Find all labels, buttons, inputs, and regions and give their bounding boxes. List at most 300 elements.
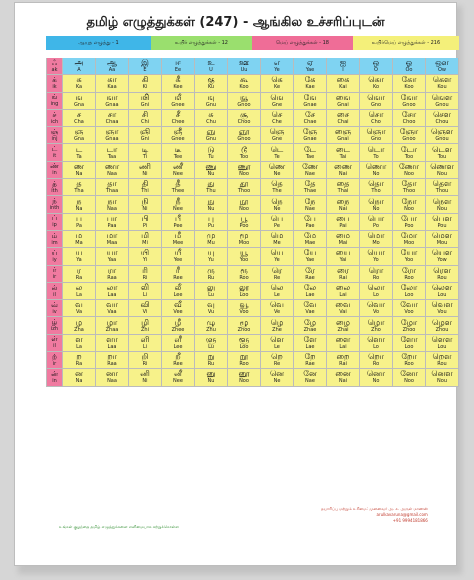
pronunciation: Va bbox=[75, 309, 83, 316]
tamil-letter: ழே bbox=[303, 317, 317, 327]
tamil-letter: ஓ bbox=[405, 58, 413, 68]
pronunciation: Thae bbox=[303, 188, 317, 195]
header-cell bbox=[360, 58, 393, 75]
pronunciation: Roo bbox=[239, 361, 249, 368]
pronunciation: Chee bbox=[171, 119, 185, 126]
tamil-letter: ஙி bbox=[140, 92, 150, 102]
tamil-letter: வௌ bbox=[431, 300, 453, 310]
pronunciation: Laa bbox=[107, 292, 117, 298]
letter-cell bbox=[360, 127, 393, 144]
pronunciation: Zhoo bbox=[237, 326, 251, 333]
letter-cell bbox=[96, 93, 129, 110]
pronunciation: Na bbox=[75, 170, 83, 177]
pronunciation: Ro bbox=[372, 274, 380, 281]
tamil-letter: ஙை bbox=[335, 92, 351, 102]
pronunciation: Lo bbox=[373, 292, 379, 298]
tamil-letter: ஞோ bbox=[399, 127, 419, 137]
header-cell bbox=[228, 58, 261, 75]
pronunciation: Zho bbox=[371, 326, 381, 333]
tamil-letter: னூ bbox=[238, 369, 250, 379]
letter-cell bbox=[393, 196, 426, 213]
pronunciation: Nee bbox=[173, 170, 183, 177]
tamil-letter: லீ bbox=[174, 283, 182, 292]
letter-cell bbox=[360, 196, 393, 213]
tamil-letter: மௌ bbox=[432, 231, 452, 241]
tamil-letter: பே bbox=[304, 213, 316, 223]
letter-cell bbox=[228, 335, 261, 352]
letter-cell bbox=[228, 231, 261, 248]
letter-cell bbox=[162, 283, 195, 300]
tamil-letter: டீ bbox=[174, 144, 182, 154]
letter-cell bbox=[393, 75, 426, 92]
pronunciation: Loo bbox=[404, 292, 414, 298]
pronunciation: Li bbox=[142, 343, 148, 350]
letter-cell bbox=[360, 335, 393, 352]
tamil-letter: லா bbox=[106, 283, 118, 292]
page-title: தமிழ் எழுத்துக்கள் (247) - ஆங்கில உச்சரிப்புடன் bbox=[86, 15, 385, 30]
pronunciation: Noo bbox=[239, 205, 249, 212]
pronunciation: Gnae bbox=[303, 101, 317, 108]
tamil-letter: றே bbox=[304, 352, 316, 362]
letter-cell bbox=[195, 179, 228, 196]
tamil-letter: டி bbox=[141, 144, 149, 154]
letter-cell bbox=[360, 231, 393, 248]
pronunciation: Thai bbox=[337, 188, 349, 195]
tamil-letter: ண் bbox=[50, 162, 59, 171]
letter-cell bbox=[261, 144, 294, 161]
letter-cell bbox=[63, 75, 96, 92]
letter-cell bbox=[294, 75, 327, 92]
letter-cell bbox=[46, 231, 63, 248]
tamil-letter: வீ bbox=[174, 300, 182, 310]
letter-cell bbox=[46, 162, 63, 179]
tamil-letter: ணா bbox=[104, 161, 120, 171]
pronunciation: Ma bbox=[75, 240, 83, 247]
letter-cell bbox=[393, 93, 426, 110]
letter-cell bbox=[96, 248, 129, 265]
letter-cell bbox=[63, 369, 96, 386]
letter-cell bbox=[129, 144, 162, 161]
tamil-letter: டா bbox=[106, 144, 118, 154]
letter-cell bbox=[96, 110, 129, 127]
letter-cell bbox=[162, 127, 195, 144]
tamil-letter: யி bbox=[140, 248, 150, 258]
pronunciation: Vo bbox=[372, 309, 380, 316]
pronunciation: Vee bbox=[173, 309, 183, 316]
tamil-letter: டோ bbox=[400, 144, 418, 154]
letter-cell bbox=[327, 266, 360, 283]
tamil-letter: ணே bbox=[302, 161, 318, 171]
pronunciation: Cha bbox=[74, 119, 84, 126]
letter-cell bbox=[426, 300, 459, 317]
tamil-letter: ணௌ bbox=[430, 161, 454, 171]
pronunciation: Kai bbox=[339, 84, 347, 91]
pronunciation: Re bbox=[273, 274, 281, 281]
pronunciation: Gna bbox=[73, 101, 85, 108]
letter-cell bbox=[129, 369, 162, 386]
pronunciation: Ne bbox=[273, 170, 281, 177]
letter-cell bbox=[195, 75, 228, 92]
tamil-letter: வி bbox=[140, 300, 150, 310]
tamil-letter: றி bbox=[141, 352, 149, 362]
tamil-letter: டை bbox=[336, 144, 350, 154]
consonant-row bbox=[46, 283, 459, 300]
pronunciation: Kou bbox=[437, 84, 447, 91]
tamil-letter: றூ bbox=[239, 352, 249, 362]
tamil-letter: யீ bbox=[174, 248, 182, 258]
letter-cell bbox=[294, 231, 327, 248]
pronunciation: in bbox=[52, 170, 57, 177]
tamil-letter: னெ bbox=[270, 369, 284, 379]
letter-cell bbox=[327, 196, 360, 213]
tamil-letter: ச் bbox=[52, 110, 57, 119]
tamil-letter: மோ bbox=[400, 231, 418, 241]
pronunciation: Maa bbox=[106, 240, 118, 247]
letter-cell bbox=[63, 317, 96, 334]
letter-cell bbox=[360, 162, 393, 179]
letter-cell bbox=[129, 127, 162, 144]
letter-cell bbox=[327, 93, 360, 110]
letter-cell bbox=[46, 196, 63, 213]
letter-cell bbox=[228, 300, 261, 317]
pronunciation: Ve bbox=[273, 309, 281, 316]
pronunciation: Kee bbox=[173, 84, 183, 91]
consonant-row bbox=[46, 300, 459, 317]
letter-cell bbox=[162, 266, 195, 283]
tamil-letter: ஙோ bbox=[400, 92, 418, 102]
tamil-letter: ஊ bbox=[238, 58, 250, 68]
letter-cell bbox=[294, 317, 327, 334]
letter-cell bbox=[63, 335, 96, 352]
pronunciation: Rai bbox=[339, 361, 347, 368]
letter-cell bbox=[96, 179, 129, 196]
letter-cell bbox=[426, 369, 459, 386]
pronunciation: Na bbox=[75, 205, 83, 212]
pronunciation: Ra bbox=[75, 361, 83, 368]
letter-cell bbox=[162, 214, 195, 231]
pronunciation: Yaa bbox=[107, 257, 117, 264]
pronunciation: Mi bbox=[142, 240, 148, 247]
pronunciation: Gnoo bbox=[237, 101, 251, 108]
letter-cell bbox=[129, 300, 162, 317]
tamil-letter: சு bbox=[208, 110, 214, 120]
letter-cell bbox=[96, 352, 129, 369]
pronunciation: Kaa bbox=[107, 84, 117, 91]
tamil-letter: வெ bbox=[270, 300, 284, 310]
letter-cell bbox=[129, 214, 162, 231]
pronunciation: Roo bbox=[404, 361, 414, 368]
pronunciation: Ti bbox=[142, 153, 148, 160]
tamil-letter: ங bbox=[75, 92, 83, 102]
pronunciation: Li bbox=[142, 292, 148, 298]
footer-phone: +91 9994181866 bbox=[392, 518, 428, 523]
pronunciation: Yoo bbox=[404, 257, 414, 264]
pronunciation: Tae bbox=[305, 153, 315, 160]
letter-cell bbox=[228, 352, 261, 369]
letter-cell bbox=[195, 317, 228, 334]
letter-cell bbox=[96, 369, 129, 386]
letter-cell bbox=[228, 196, 261, 213]
tamil-letter: ஞ் bbox=[50, 127, 59, 136]
tamil-letter: னௌ bbox=[431, 369, 453, 379]
tamil-letter: சோ bbox=[401, 110, 417, 120]
pronunciation: Rou bbox=[437, 274, 447, 281]
tamil-letter: தொ bbox=[368, 179, 384, 189]
letter-cell bbox=[393, 369, 426, 386]
letter-cell bbox=[360, 144, 393, 161]
tamil-letter: ரை bbox=[337, 265, 349, 275]
pronunciation: I bbox=[342, 67, 344, 74]
pronunciation: Pae bbox=[305, 222, 315, 229]
tamil-letter: ஙொ bbox=[367, 92, 385, 102]
pronunciation: Zhoo bbox=[402, 326, 416, 333]
tamil-letter: வா bbox=[106, 300, 118, 310]
tamil-letter: யெ bbox=[270, 248, 284, 258]
pronunciation: Yae bbox=[305, 257, 315, 264]
tamil-letter: ள் bbox=[51, 335, 58, 344]
tamil-letter: கௌ bbox=[432, 75, 452, 85]
tamil-letter: நோ bbox=[401, 196, 417, 206]
pronunciation: Nou bbox=[437, 378, 447, 385]
pronunciation: Re bbox=[273, 361, 281, 368]
letter-cell bbox=[294, 352, 327, 369]
tamil-letter: ஞொ bbox=[366, 127, 386, 137]
pronunciation: Noo bbox=[404, 205, 414, 212]
letter-cell bbox=[294, 110, 327, 127]
tamil-letter: ங் bbox=[51, 93, 58, 102]
pronunciation: Thoo bbox=[402, 188, 416, 195]
pronunciation: Vu bbox=[207, 309, 215, 316]
letter-cell bbox=[129, 75, 162, 92]
pronunciation: Zhaa bbox=[105, 326, 119, 333]
tamil-letter: ளெ bbox=[270, 334, 284, 344]
pronunciation: Gnu bbox=[205, 136, 217, 143]
pronunciation: Ko bbox=[372, 84, 380, 91]
letter-cell bbox=[360, 110, 393, 127]
tamil-letter: நா bbox=[107, 196, 117, 206]
consonant-row bbox=[46, 369, 459, 386]
pronunciation: Tha bbox=[74, 188, 84, 195]
tamil-letter: னே bbox=[303, 369, 317, 379]
pronunciation: Lee bbox=[173, 292, 183, 298]
pronunciation: Moo bbox=[238, 240, 250, 247]
tamil-letter: ளை bbox=[335, 334, 351, 344]
letter-cell bbox=[393, 162, 426, 179]
pronunciation: Yu bbox=[208, 257, 214, 264]
letter-cell bbox=[162, 300, 195, 317]
header-cell bbox=[63, 58, 96, 75]
letter-cell bbox=[129, 248, 162, 265]
tamil-letter: ழ bbox=[75, 317, 83, 327]
tamil-letter: ழோ bbox=[400, 317, 418, 327]
tamil-letter: நே bbox=[304, 196, 316, 206]
letter-cell bbox=[261, 300, 294, 317]
letter-cell bbox=[96, 162, 129, 179]
tamil-letter: ரீ bbox=[175, 265, 181, 275]
letter-cell bbox=[162, 196, 195, 213]
pronunciation: Ni bbox=[142, 205, 148, 212]
letter-cell bbox=[393, 266, 426, 283]
letter-cell bbox=[327, 179, 360, 196]
letter-cell bbox=[393, 300, 426, 317]
tamil-letter: ஞை bbox=[334, 127, 352, 137]
pronunciation: Ree bbox=[173, 274, 183, 281]
letter-cell bbox=[162, 231, 195, 248]
letter-cell bbox=[162, 369, 195, 386]
pronunciation: inth bbox=[49, 205, 60, 212]
letter-cell bbox=[393, 144, 426, 161]
tamil-letter: ஐ bbox=[339, 58, 347, 68]
letter-cell bbox=[393, 335, 426, 352]
pronunciation: O bbox=[374, 67, 378, 74]
pronunciation: Vae bbox=[305, 309, 315, 316]
letter-cell bbox=[63, 266, 96, 283]
letter-cell bbox=[228, 317, 261, 334]
pronunciation: Nae bbox=[305, 378, 315, 385]
legend-uyirmei: உயிர்மெய் எழுத்துக்கள் - 216 bbox=[353, 36, 459, 50]
letter-cell bbox=[228, 162, 261, 179]
pronunciation: Noo bbox=[404, 378, 414, 385]
letter-cell bbox=[426, 144, 459, 161]
pronunciation: iv bbox=[52, 308, 57, 315]
tamil-letter: றை bbox=[336, 352, 350, 362]
tamil-letter: சே bbox=[304, 110, 316, 120]
letter-cell bbox=[96, 283, 129, 300]
letter-cell bbox=[129, 196, 162, 213]
tamil-letter: ணோ bbox=[398, 161, 420, 171]
letter-cell bbox=[46, 352, 63, 369]
pronunciation: Lou bbox=[437, 343, 447, 350]
tamil-letter: ற் bbox=[52, 352, 57, 361]
header-cell bbox=[393, 58, 426, 75]
tamil-letter: தூ bbox=[239, 179, 249, 189]
tamil-letter: லே bbox=[303, 283, 317, 292]
consonant-row bbox=[46, 110, 459, 127]
pronunciation: Ree bbox=[173, 361, 183, 368]
pronunciation: Laa bbox=[107, 343, 117, 350]
tamil-letter: ஞு bbox=[206, 127, 216, 137]
pronunciation: Choo bbox=[237, 119, 251, 126]
letter-cell bbox=[63, 93, 96, 110]
letter-cell bbox=[393, 283, 426, 300]
tamil-letter: ச bbox=[76, 110, 82, 120]
letter-cell bbox=[96, 127, 129, 144]
pronunciation: Gnou bbox=[435, 136, 449, 143]
pronunciation: Voo bbox=[404, 309, 414, 316]
letter-cell bbox=[426, 179, 459, 196]
tamil-letter: ரா bbox=[107, 265, 117, 275]
letter-cell bbox=[426, 231, 459, 248]
letter-cell bbox=[162, 144, 195, 161]
tamil-letter: ஙௌ bbox=[431, 92, 453, 102]
tamil-letter: கி bbox=[141, 75, 149, 85]
tamil-letter: ல் bbox=[51, 283, 58, 292]
letter-cell bbox=[294, 266, 327, 283]
tamil-letter: பூ bbox=[240, 213, 248, 223]
letter-cell bbox=[195, 300, 228, 317]
pronunciation: Rae bbox=[305, 361, 315, 368]
footer-note: உங்கள் குழந்தை தமிழ் எழுத்துக்களை எளிமையாக கற்றுக்கொள்ள bbox=[59, 524, 179, 529]
tamil-letter: ளி bbox=[140, 334, 150, 344]
tamil-letter: ஒ bbox=[372, 58, 380, 68]
tamil-letter: ல bbox=[75, 283, 83, 292]
letter-cell bbox=[327, 248, 360, 265]
pronunciation: ir bbox=[52, 274, 57, 281]
tamil-letter: தீ bbox=[175, 179, 181, 189]
tamil-letter: னொ bbox=[366, 369, 386, 379]
tamil-letter: வு bbox=[207, 300, 215, 310]
header-cell bbox=[195, 58, 228, 75]
tamil-letter: ழொ bbox=[367, 317, 385, 327]
tamil-letter: நூ bbox=[239, 196, 249, 206]
tamil-letter: கா bbox=[107, 75, 117, 85]
tamil-letter: நொ bbox=[368, 196, 384, 206]
pronunciation: Chai bbox=[337, 119, 349, 126]
pronunciation: Lae bbox=[305, 343, 315, 350]
letter-cell bbox=[63, 300, 96, 317]
letter-cell bbox=[129, 283, 162, 300]
pronunciation: Nae bbox=[305, 170, 315, 177]
letter-cell bbox=[294, 369, 327, 386]
tamil-letter: லை bbox=[335, 283, 351, 292]
pronunciation: Nou bbox=[437, 170, 447, 177]
pronunciation: Gnoo bbox=[237, 136, 251, 143]
letter-cell bbox=[63, 127, 96, 144]
pronunciation: Poo bbox=[404, 222, 414, 229]
letter-cell bbox=[294, 248, 327, 265]
letter-cell bbox=[261, 75, 294, 92]
letter-cell bbox=[96, 196, 129, 213]
letter-cell bbox=[294, 93, 327, 110]
pronunciation: it bbox=[52, 153, 57, 160]
tamil-letter: தா bbox=[107, 179, 117, 189]
letter-cell bbox=[327, 369, 360, 386]
pronunciation: Nu bbox=[207, 205, 215, 212]
letter-cell bbox=[228, 110, 261, 127]
pronunciation: Vaa bbox=[107, 309, 117, 316]
letter-cell bbox=[162, 317, 195, 334]
tamil-letter: ஆ bbox=[106, 58, 118, 68]
tamil-letter: லி bbox=[140, 283, 150, 292]
pronunciation: Lo bbox=[373, 343, 379, 350]
letter-cell bbox=[294, 335, 327, 352]
letter-cell bbox=[261, 214, 294, 231]
tamil-letter: யௌ bbox=[431, 248, 453, 258]
tamil-letter: பி bbox=[141, 213, 149, 223]
pronunciation: Thaa bbox=[105, 188, 119, 195]
header-cell bbox=[426, 58, 459, 75]
tamil-letter: ளீ bbox=[174, 334, 182, 344]
tamil-letter: ழி bbox=[141, 317, 149, 327]
pronunciation: Mu bbox=[207, 240, 215, 247]
letter-cell bbox=[228, 93, 261, 110]
pronunciation: Tee bbox=[173, 153, 183, 160]
letter-cell bbox=[261, 283, 294, 300]
pronunciation: Gnee bbox=[171, 136, 185, 143]
pronunciation: Ta bbox=[76, 153, 82, 160]
header-cell bbox=[96, 58, 129, 75]
legend-uyir: உயிர் எழுத்துக்கள் - 12 bbox=[151, 36, 252, 50]
letter-cell bbox=[46, 317, 63, 334]
tamil-letter: பௌ bbox=[432, 213, 452, 223]
tamil-letter: பு bbox=[208, 213, 214, 223]
tamil-letter: ரி bbox=[142, 265, 148, 275]
tamil-letter: கே bbox=[304, 75, 316, 85]
letter-cell bbox=[228, 369, 261, 386]
pronunciation: Ri bbox=[142, 274, 148, 281]
letter-cell bbox=[195, 231, 228, 248]
pronunciation: Gnaa bbox=[105, 101, 119, 108]
